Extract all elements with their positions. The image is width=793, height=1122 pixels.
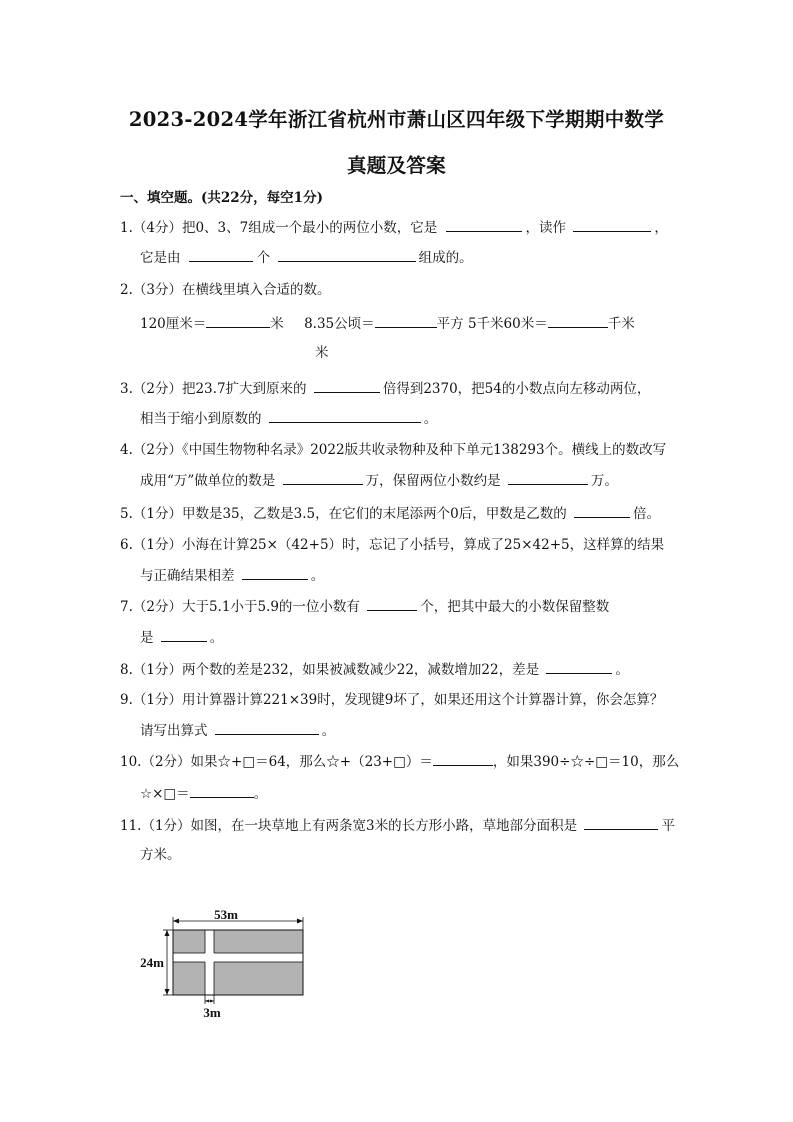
question-9-line-1: 9.（1分）用计算器计算221×39时，发现键9坏了，如果还用这个计算器计算，你会怎算？ [120, 692, 664, 708]
answer-blank[interactable] [573, 217, 651, 232]
answer-blank[interactable] [242, 565, 308, 580]
answer-blank[interactable] [584, 815, 658, 830]
question-11-line-2: 方米。 [140, 847, 181, 863]
question-10-line-1: 10.（2分）如果☆+□＝64，那么☆+（23+□）＝ ，如果390÷☆÷□＝10，那么 [120, 751, 679, 772]
section-heading: 一、填空题。(共22分，每空1分) [120, 190, 323, 206]
page-subtitle: 真题及答案 [346, 154, 446, 177]
question-3-line-2: 相当于缩小到原数的 。 [140, 408, 437, 429]
vertical-path [205, 930, 214, 995]
answer-blank[interactable] [375, 313, 437, 328]
question-8: 8.（1分）两个数的差是232，如果被减数减少22，减数增加22，差是 。 [120, 659, 629, 680]
question-11-line-1: 11.（1分）如图，在一块草地上有两条宽3米的长方形小路，草地部分面积是 平 [120, 815, 675, 836]
answer-blank[interactable] [215, 720, 319, 735]
answer-blank[interactable] [189, 247, 253, 262]
question-7-line-1: 7.（2分）大于5.1小于5.9的一位小数有 个，把其中最大的小数保留整数 [120, 596, 609, 617]
question-7-line-2: 是 。 [140, 627, 223, 648]
question-6-line-1: 6.（1分）小海在计算25×（42+5）时，忘记了小括号，算成了25×42+5，这样算的结果 [120, 537, 665, 553]
height-label: 24m [140, 955, 164, 970]
question-10-line-2: ☆×□＝ 。 [140, 783, 267, 804]
answer-blank[interactable] [269, 408, 421, 423]
lawn-path-figure [128, 900, 328, 1025]
horizontal-path [173, 953, 303, 962]
question-4-line-2: 成用“万”做单位的数是 万，保留两位小数约是 万。 [140, 470, 618, 491]
answer-blank[interactable] [190, 783, 254, 798]
answer-blank[interactable] [546, 659, 612, 674]
answer-blank[interactable] [548, 313, 608, 328]
answer-blank[interactable] [278, 247, 416, 262]
answer-blank[interactable] [508, 470, 588, 485]
answer-blank[interactable] [574, 503, 630, 518]
question-2-line-1: 2.（3分）在横线里填入合适的数。 [120, 282, 331, 298]
question-5: 5.（1分）甲数是35，乙数是3.5，在它们的末尾添两个0后，甲数是乙数的 倍。 [120, 503, 660, 524]
question-6-line-2: 与正确结果相差 。 [140, 565, 324, 586]
answer-blank[interactable] [433, 751, 493, 766]
question-1-line-2: 它是由 个 组成的。 [140, 247, 473, 268]
question-9-line-2: 请写出算式 。 [140, 720, 335, 741]
answer-blank[interactable] [314, 378, 380, 393]
answer-blank[interactable] [446, 217, 522, 232]
page-title: 2023-2024学年浙江省杭州市萧山区四年级下学期期中数学 [128, 108, 665, 131]
question-2-line-3: 米 [315, 345, 329, 361]
answer-blank[interactable] [283, 470, 363, 485]
question-1-line-1: 1.（4分）把0、3、7组成一个最小的两位小数，它是 ，读作 ， [120, 217, 668, 238]
path-width-label: 3m [203, 1005, 221, 1020]
question-3-line-1: 3.（2分）把23.7扩大到原来的 倍得到2370，把54的小数点向左移动两位， [120, 378, 650, 399]
answer-blank[interactable] [206, 313, 270, 328]
width-label: 53m [214, 907, 238, 922]
question-2-line-2: 120厘米＝ 米 8.35公顷＝ 平方 5千米60米＝ 千米 [140, 313, 635, 334]
answer-blank[interactable] [161, 627, 207, 642]
figure-svg [128, 900, 328, 1025]
question-4-line-1: 4.（2分）《中国生物物种名录》2022版共收录物种及种下单元138293个。横线上的数改写 [120, 442, 667, 458]
answer-blank[interactable] [367, 596, 417, 611]
grass-area [173, 930, 303, 995]
